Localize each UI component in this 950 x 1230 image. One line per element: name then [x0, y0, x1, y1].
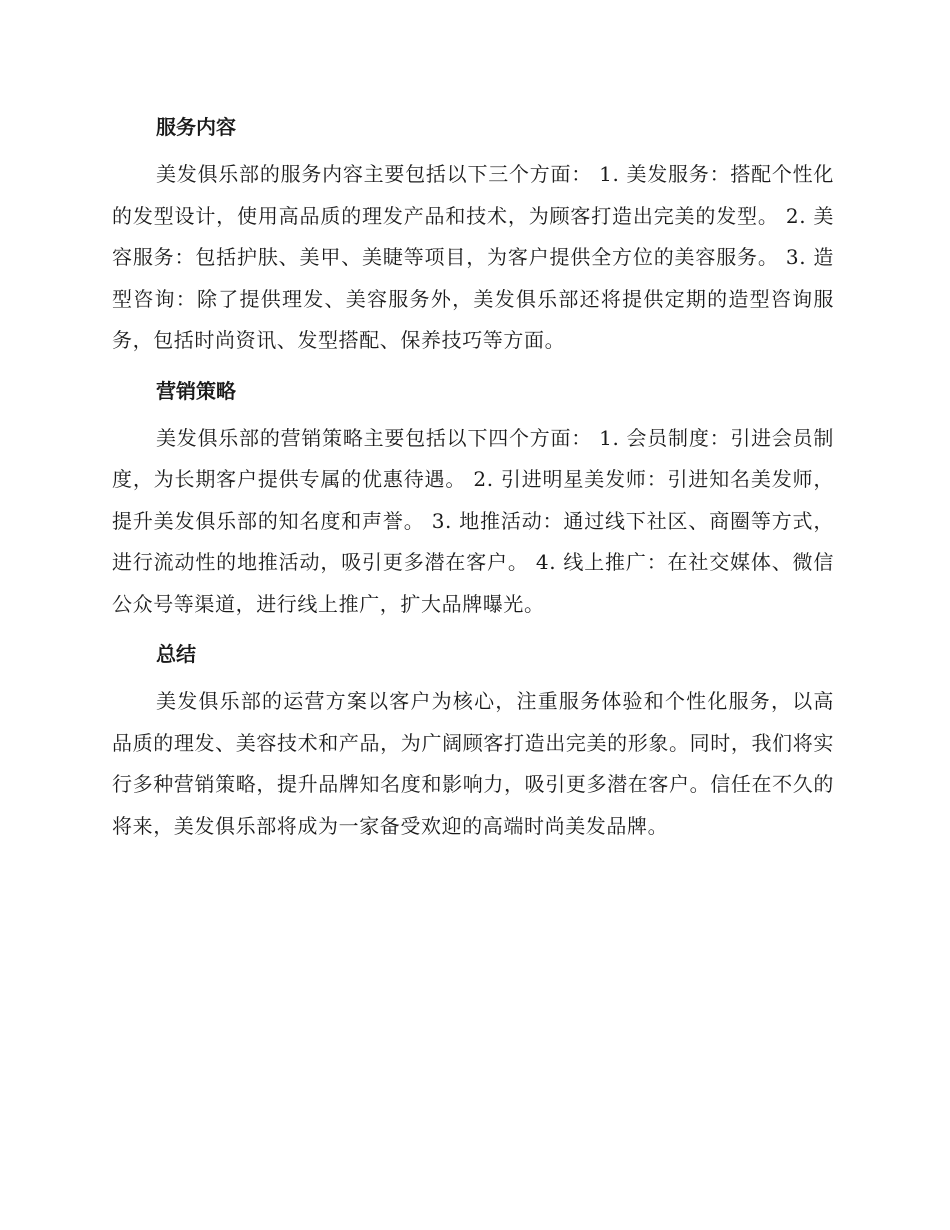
- section-heading-summary: 总结: [156, 642, 196, 666]
- section-body-marketing: 美发俱乐部的营销策略主要包括以下四个方面： 1. 会员制度：引进会员制度，为长期客户提供专属的优惠待遇。 2. 引进明星美发师：引进知名美发师，提升美发俱乐部的知名度和声誉。 3. 地推活动：通过线下社区、商圈等方式，进行流动性的地推活动，吸引更多潜在客户。 4. 线上推广：在社交媒体、微信公众号等渠道，进行线上推广，扩大品牌曝光。: [112, 425, 834, 616]
- section-body-services: 美发俱乐部的服务内容主要包括以下三个方面： 1. 美发服务：搭配个性化的发型设计，使用高品质的理发产品和技术，为顾客打造出完美的发型。 2. 美容服务：包括护肤、美甲、美睫等项目，为客户提供全方位的美容服务。 3. 造型咨询：除了提供理发、美容服务外，美发俱乐部还将提供定期的造型咨询服务，包括时尚资讯、发型搭配、保养技巧等方面。: [112, 162, 834, 352]
- section-heading-marketing: 营销策略: [156, 378, 236, 403]
- section-body-summary: 美发俱乐部的运营方案以客户为核心，注重服务体验和个性化服务，以高品质的理发、美容技术和产品，为广阔顾客打造出完美的形象。同时，我们将实行多种营销策略，提升品牌知名度和影响力，吸引更多潜在客户。信任在不久的将来，美发俱乐部将成为一家备受欢迎的高端时尚美发品牌。: [112, 689, 834, 838]
- document-page: [112, 106, 834, 855]
- section-services: [112, 106, 834, 362]
- section-marketing: [112, 370, 834, 626]
- section-summary: [112, 633, 834, 847]
- section-heading-services: 服务内容: [156, 115, 236, 139]
